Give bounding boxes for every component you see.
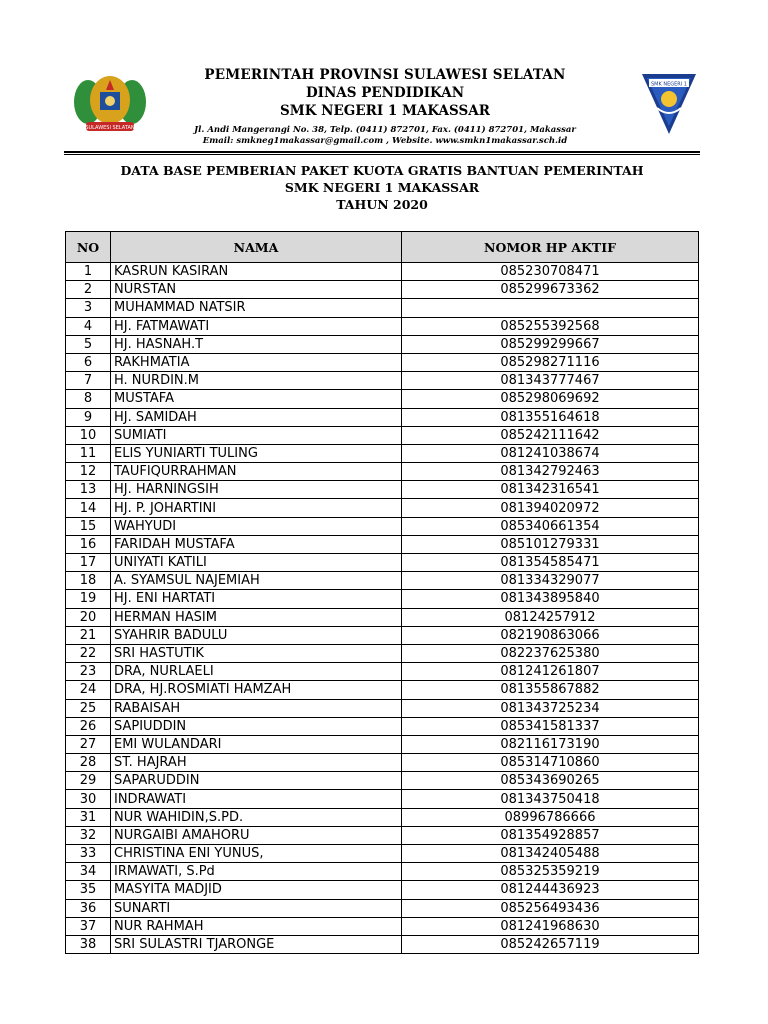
table-row — [66, 644, 699, 662]
row-phone: 081342405488 — [402, 845, 699, 863]
row-name: INDRAWATI — [111, 790, 402, 808]
table-row — [66, 772, 699, 790]
row-phone: 081355164618 — [402, 408, 699, 426]
table-row — [66, 881, 699, 899]
table-row — [66, 808, 699, 826]
row-number: 7 — [66, 372, 111, 390]
row-number: 27 — [66, 735, 111, 753]
row-phone: 085299673362 — [402, 281, 699, 299]
table-row — [66, 681, 699, 699]
row-number: 30 — [66, 790, 111, 808]
row-name: NUR RAHMAH — [111, 917, 402, 935]
row-phone: 081241038674 — [402, 444, 699, 462]
row-phone: 085298271116 — [402, 353, 699, 371]
row-phone: 082116173190 — [402, 735, 699, 753]
table-row — [66, 408, 699, 426]
row-phone: 085230708471 — [402, 263, 699, 281]
row-name: SRI HASTUTIK — [111, 644, 402, 662]
row-number: 5 — [66, 335, 111, 353]
row-phone: 081342316541 — [402, 481, 699, 499]
row-name: NURGAIBI AMAHORU — [111, 826, 402, 844]
row-name: RABAISAH — [111, 699, 402, 717]
table-row — [66, 572, 699, 590]
row-phone: 085242657119 — [402, 935, 699, 953]
row-phone: 085255392568 — [402, 317, 699, 335]
recipient-table — [65, 231, 699, 954]
row-number: 10 — [66, 426, 111, 444]
row-name: MASYITA MADJID — [111, 881, 402, 899]
school-address: Jl. Andi Mangerangi No. 38, Telp. (0411) 872701, Fax. (0411) 872701, Makassar — [194, 125, 576, 135]
school-logo-label: SMK NEGERI 1 — [650, 81, 688, 88]
row-phone: 085325359219 — [402, 863, 699, 881]
table-row — [66, 663, 699, 681]
table-row — [66, 299, 699, 317]
row-number: 29 — [66, 772, 111, 790]
title-line-3: TAHUN 2020 — [336, 197, 428, 212]
table-row — [66, 335, 699, 353]
row-phone: 081354928857 — [402, 826, 699, 844]
table-row — [66, 899, 699, 917]
row-name: SYAHRIR BADULU — [111, 626, 402, 644]
row-phone: 081241261807 — [402, 663, 699, 681]
row-name: SUMIATI — [111, 426, 402, 444]
school-contact: Email: smkneg1makassar@gmail.com , Website. www.smkn1makassar.sch.id — [202, 136, 568, 146]
table-row — [66, 372, 699, 390]
row-phone: 085340661354 — [402, 517, 699, 535]
row-name: ELIS YUNIARTI TULING — [111, 444, 402, 462]
table-row — [66, 845, 699, 863]
row-name: MUSTAFA — [111, 390, 402, 408]
row-name: NUR WAHIDIN,S.PD. — [111, 808, 402, 826]
table-row — [66, 281, 699, 299]
row-number: 2 — [66, 281, 111, 299]
row-number: 34 — [66, 863, 111, 881]
table-row — [66, 608, 699, 626]
table-row — [66, 535, 699, 553]
row-name: SAPIUDDIN — [111, 717, 402, 735]
table-row — [66, 735, 699, 753]
provincial-emblem-icon — [66, 72, 154, 138]
table-row — [66, 444, 699, 462]
row-phone: 081334329077 — [402, 572, 699, 590]
department-name: DINAS PENDIDIKAN — [305, 85, 465, 101]
row-name: HJ. P. JOHARTINI — [111, 499, 402, 517]
row-number: 28 — [66, 754, 111, 772]
row-number: 17 — [66, 554, 111, 572]
row-name: UNIYATI KATILI — [111, 554, 402, 572]
header-name: NAMA — [111, 232, 402, 263]
row-name: FARIDAH MUSTAFA — [111, 535, 402, 553]
table-row — [66, 590, 699, 608]
row-name: H. NURDIN.M — [111, 372, 402, 390]
row-name: SAPARUDDIN — [111, 772, 402, 790]
table-body — [66, 263, 699, 954]
table-row — [66, 499, 699, 517]
school-name: SMK NEGERI 1 MAKASSAR — [280, 103, 490, 119]
table-row — [66, 263, 699, 281]
row-number: 32 — [66, 826, 111, 844]
table-row — [66, 626, 699, 644]
row-phone: 081241968630 — [402, 917, 699, 935]
row-number: 12 — [66, 463, 111, 481]
row-number: 15 — [66, 517, 111, 535]
table-row — [66, 917, 699, 935]
row-phone: 081343750418 — [402, 790, 699, 808]
row-name: TAUFIQURRAHMAN — [111, 463, 402, 481]
row-number: 22 — [66, 644, 111, 662]
row-name: NURSTAN — [111, 281, 402, 299]
row-name: MUHAMMAD NATSIR — [111, 299, 402, 317]
row-name: WAHYUDI — [111, 517, 402, 535]
row-number: 3 — [66, 299, 111, 317]
table-row — [66, 390, 699, 408]
row-number: 31 — [66, 808, 111, 826]
row-phone: 081343725234 — [402, 699, 699, 717]
title-line-1: DATA BASE PEMBERIAN PAKET KUOTA GRATIS BANTUAN PEMERINTAH — [120, 163, 644, 178]
row-number: 18 — [66, 572, 111, 590]
table-row — [66, 426, 699, 444]
row-phone: 081355867882 — [402, 681, 699, 699]
row-name: IRMAWATI, S.Pd — [111, 863, 402, 881]
row-number: 11 — [66, 444, 111, 462]
school-logo-icon — [640, 72, 698, 136]
header-no: NO — [66, 232, 111, 263]
row-number: 24 — [66, 681, 111, 699]
row-number: 4 — [66, 317, 111, 335]
table-row — [66, 463, 699, 481]
row-number: 36 — [66, 899, 111, 917]
row-number: 37 — [66, 917, 111, 935]
table-row — [66, 353, 699, 371]
row-number: 23 — [66, 663, 111, 681]
row-name: HJ. ENI HARTATI — [111, 590, 402, 608]
table-row — [66, 699, 699, 717]
row-name: EMI WULANDARI — [111, 735, 402, 753]
row-number: 25 — [66, 699, 111, 717]
table-row — [66, 790, 699, 808]
row-phone: 085314710860 — [402, 754, 699, 772]
row-phone: 081343777467 — [402, 372, 699, 390]
table-row — [66, 717, 699, 735]
row-phone: 085341581337 — [402, 717, 699, 735]
government-name: PEMERINTAH PROVINSI SULAWESI SELATAN — [204, 67, 566, 83]
row-name: HJ. HARNINGSIH — [111, 481, 402, 499]
row-phone: 085256493436 — [402, 899, 699, 917]
table-row — [66, 754, 699, 772]
emblem-label: SULAWESI SELATAN — [85, 125, 135, 131]
row-name: A. SYAMSUL NAJEMIAH — [111, 572, 402, 590]
row-name: DRA, HJ.ROSMIATI HAMZAH — [111, 681, 402, 699]
row-name: HJ. HASNAH.T — [111, 335, 402, 353]
row-phone: 081244436923 — [402, 881, 699, 899]
row-number: 8 — [66, 390, 111, 408]
row-number: 1 — [66, 263, 111, 281]
row-name: ST. HAJRAH — [111, 754, 402, 772]
row-number: 6 — [66, 353, 111, 371]
table-row — [66, 517, 699, 535]
row-number: 21 — [66, 626, 111, 644]
row-name: SRI SULASTRI TJARONGE — [111, 935, 402, 953]
row-name: HJ. SAMIDAH — [111, 408, 402, 426]
row-number: 26 — [66, 717, 111, 735]
row-phone: 08124257912 — [402, 608, 699, 626]
table-row — [66, 935, 699, 953]
letterhead — [0, 0, 768, 160]
table-row — [66, 317, 699, 335]
table-row — [66, 826, 699, 844]
letterhead-text — [150, 66, 620, 147]
row-phone: 085299299667 — [402, 335, 699, 353]
table-header-row — [66, 232, 699, 263]
row-phone: 082190863066 — [402, 626, 699, 644]
row-name: SUNARTI — [111, 899, 402, 917]
row-name: HERMAN HASIM — [111, 608, 402, 626]
row-phone — [402, 299, 699, 317]
row-phone: 085242111642 — [402, 426, 699, 444]
row-phone: 085298069692 — [402, 390, 699, 408]
row-name: RAKHMATIA — [111, 353, 402, 371]
table-row — [66, 554, 699, 572]
row-name: CHRISTINA ENI YUNUS, — [111, 845, 402, 863]
table-row — [66, 481, 699, 499]
row-name: DRA, NURLAELI — [111, 663, 402, 681]
row-phone: 081343895840 — [402, 590, 699, 608]
row-phone: 081354585471 — [402, 554, 699, 572]
row-phone: 085343690265 — [402, 772, 699, 790]
row-phone: 082237625380 — [402, 644, 699, 662]
letterhead-rule-thin — [64, 154, 700, 155]
header-phone: NOMOR HP AKTIF — [402, 232, 699, 263]
row-name: KASRUN KASIRAN — [111, 263, 402, 281]
row-name: HJ. FATMAWATI — [111, 317, 402, 335]
row-phone: 085101279331 — [402, 535, 699, 553]
row-number: 19 — [66, 590, 111, 608]
row-phone: 08996786666 — [402, 808, 699, 826]
row-number: 16 — [66, 535, 111, 553]
document-title — [64, 162, 700, 213]
table-row — [66, 863, 699, 881]
row-number: 14 — [66, 499, 111, 517]
title-line-2: SMK NEGERI 1 MAKASSAR — [284, 180, 480, 195]
letterhead-rule-thick — [64, 151, 700, 153]
row-number: 35 — [66, 881, 111, 899]
row-number: 9 — [66, 408, 111, 426]
row-number: 33 — [66, 845, 111, 863]
row-number: 20 — [66, 608, 111, 626]
row-number: 38 — [66, 935, 111, 953]
row-phone: 081394020972 — [402, 499, 699, 517]
row-number: 13 — [66, 481, 111, 499]
row-phone: 081342792463 — [402, 463, 699, 481]
